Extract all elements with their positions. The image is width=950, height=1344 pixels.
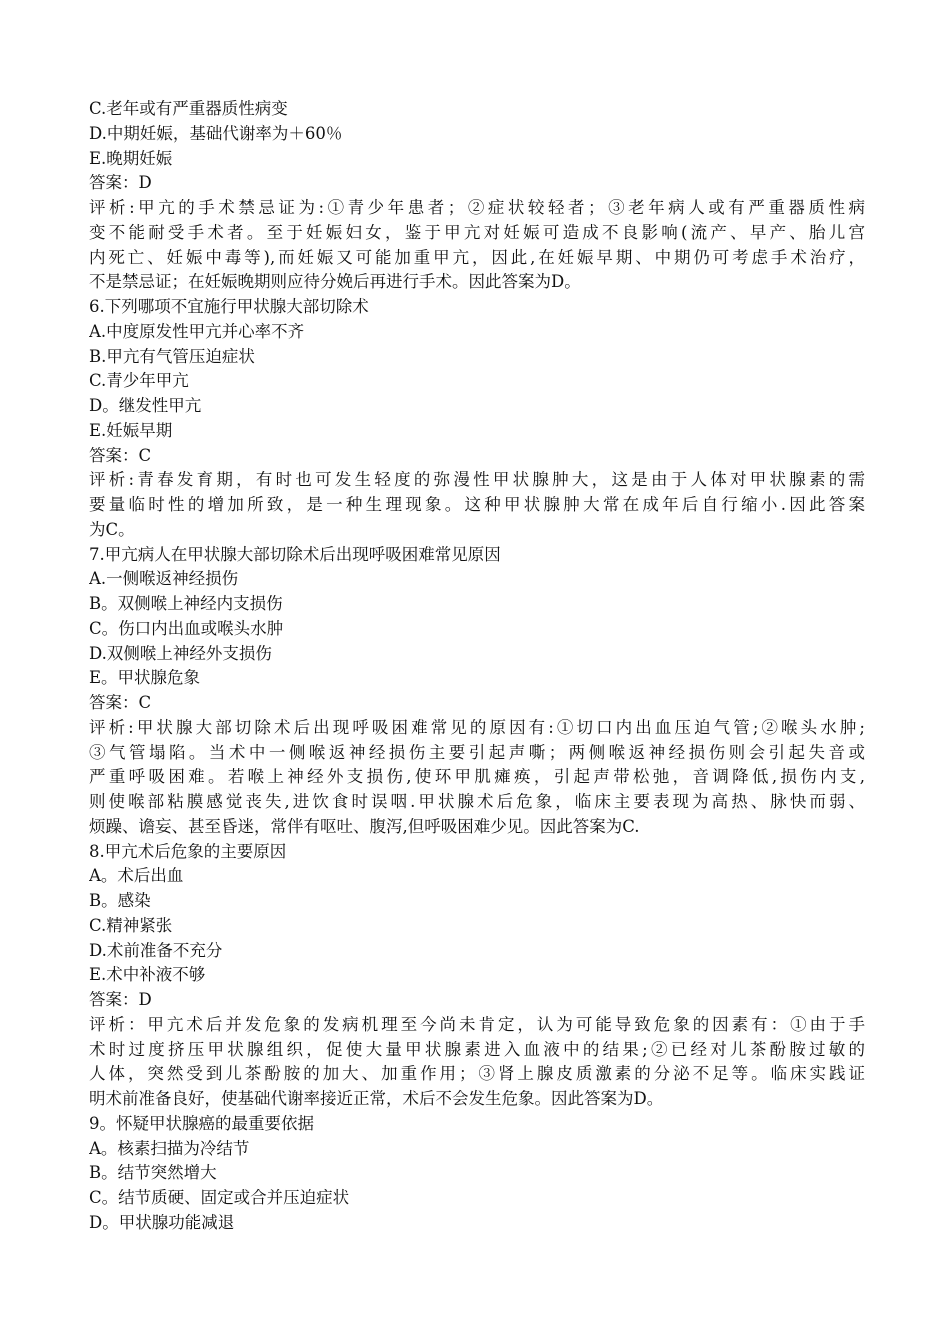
text-line: 为C。	[89, 519, 135, 539]
text-line: A.中度原发性甲亢并心率不齐	[89, 321, 305, 341]
text-line: 则使喉部粘膜感觉丧失,进饮食时误咽.甲状腺术后危象，临床主要表现为高热、脉快而弱、	[89, 792, 865, 811]
text-line: 答案：C	[89, 445, 152, 465]
text-line: E.术中补液不够	[89, 965, 206, 985]
text-line: 9。怀疑甲状腺癌的最重要依据	[89, 1113, 314, 1133]
text-line: D.中期妊娠，基础代谢率为＋60％	[89, 123, 343, 143]
text-line: 答案：C	[89, 693, 152, 712]
text-line: 答案：D	[89, 173, 152, 193]
text-line: 评析：甲亢术后并发危象的发病机理至今尚未肯定，认为可能导致危象的因素有：①由于手	[89, 1014, 865, 1034]
text-line: E.晚期妊娠	[89, 148, 173, 168]
text-line: 变不能耐受手术者。至于妊娠妇女，鉴于甲亢对妊娠可造成不良影响(流产、早产、胎儿宫	[89, 222, 865, 242]
text-line: 不是禁忌证；在妊娠晚期则应待分娩后再进行手术。因此答案为D。	[89, 272, 581, 292]
text-line: 术时过度挤压甲状腺组织，促使大量甲状腺素进入血液中的结果;②已经对儿茶酚胺过敏的	[89, 1039, 865, 1059]
text-line: C。结节质硬、固定或合并压迫症状	[89, 1188, 350, 1207]
text-line: D。继发性甲亢	[89, 396, 202, 415]
document-page	[89, 97, 865, 1236]
text-line: A。术后出血	[89, 866, 184, 886]
text-line: ③气管塌陷。当术中一侧喉返神经损伤主要引起声嘶；两侧喉返神经损伤则会引起失音或	[89, 742, 865, 762]
text-line: D。甲状腺功能减退	[89, 1212, 235, 1232]
text-line: B.甲亢有气管压迫症状	[89, 346, 255, 366]
text-line: A.一侧喉返神经损伤	[89, 569, 239, 589]
text-line: 内死亡、妊娠中毒等),而妊娠又可能加重甲亢，因此,在妊娠早期、中期仍可考虑手术治疗，	[89, 247, 865, 267]
text-line: 8.甲亢术后危象的主要原因	[89, 841, 287, 861]
text-line: B。双侧喉上神经内支损伤	[89, 594, 283, 613]
text-line: C.精神紧张	[89, 915, 173, 935]
text-line: E.妊娠早期	[89, 420, 173, 440]
text-line: 答案：D	[89, 990, 152, 1009]
text-line: E。甲状腺危象	[89, 668, 201, 688]
text-line: 明术前准备良好，使基础代谢率接近正常，术后不会发生危象。因此答案为D。	[89, 1089, 664, 1108]
text-line: C.老年或有严重器质性病变	[89, 99, 288, 118]
text-line: 人体，突然受到儿茶酚胺的加大、加重作用；③肾上腺皮质激素的分泌不足等。临床实践证	[89, 1064, 865, 1084]
text-line: 评析:甲状腺大部切除术后出现呼吸困难常见的原因有:①切口内出血压迫气管;②喉头水肿;	[89, 717, 865, 737]
text-line: 评析:青春发育期，有时也可发生轻度的弥漫性甲状腺肿大，这是由于人体对甲状腺素的需	[89, 470, 865, 490]
text-line: B。感染	[89, 891, 151, 910]
text-line: 6.下列哪项不宜施行甲状腺大部切除术	[89, 297, 369, 316]
text-line: A。核素扫描为冷结节	[89, 1138, 250, 1158]
text-line: D.术前准备不充分	[89, 940, 223, 960]
text-line: C.青少年甲亢	[89, 371, 189, 391]
text-line: C。伤口内出血或喉头水肿	[89, 618, 284, 638]
text-line: 7.甲亢病人在甲状腺大部切除术后出现呼吸困难常见原因	[89, 544, 501, 564]
text-line: 烦躁、谵妄、甚至昏迷，常伴有呕吐、腹泻,但呼吸困难少见。因此答案为C.	[89, 816, 640, 836]
text-line: 严重呼吸困难。若喉上神经外支损伤,使环甲肌瘫痪，引起声带松弛，音调降低,损伤内支,	[89, 767, 865, 787]
text-line: 评析:甲亢的手术禁忌证为:①青少年患者；②症状较轻者；③老年病人或有严重器质性病	[89, 198, 865, 217]
text-line: B。结节突然增大	[89, 1163, 217, 1183]
text-line: 要量临时性的增加所致，是一种生理现象。这种甲状腺肿大常在成年后自行缩小.因此答案	[89, 495, 865, 514]
text-line: D.双侧喉上神经外支损伤	[89, 643, 272, 663]
